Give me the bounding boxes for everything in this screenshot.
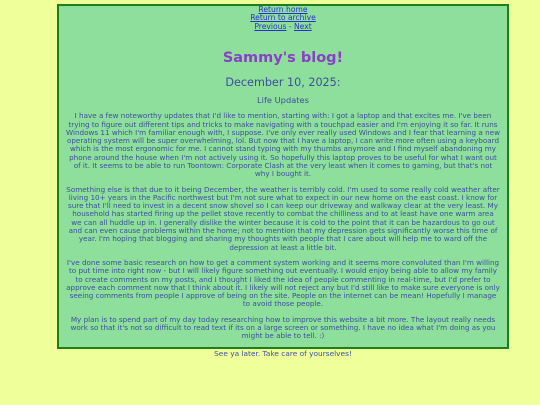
return-home-link[interactable]: Return home (258, 5, 308, 14)
return-archive-link[interactable]: Return to archive (250, 13, 316, 23)
nav-separator: - (286, 21, 294, 31)
next-link[interactable]: Next (293, 21, 312, 31)
post-paragraph: Something else is that due to it being December, the weather is terribly cold. I'm used to some really cold weather after living 10+ years in the Pacific northwest but I'm not sure what to expect in our new home on the east coast. I know for sure that I'll need to invest in a decent snow shovel so I can keep our driveway and walkway clear at the very least. My household has started firing up the pellet stove recently to combat the chilliness and to at least have one warm area we can all huddle up in. I generally dislike the winter because it is cold to the point that it can be hazardous to go out and can even cause problems within the home; not to mention that my depression gets significantly worse this time of year. I'm hoping that blogging and sharing my thoughts with people that I care about will help me to ward off the depression at least a little bit. (66, 184, 500, 252)
nav-links (66, 6, 500, 31)
signoff: See ya later. Take care of yourselves! (214, 348, 352, 358)
post-paragraph: My plan is to spend part of my day today researching how to improve this website a bit more. The layout really needs work so that it's not so difficult to read text if its on a large screen or something. I have no idea what I'm doing as you might be able to tell. :) (70, 314, 496, 341)
post-paragraph: I have a few noteworthy updates that I'd like to mention, starting with: I got a laptop and that excites me. I've been trying to figure out different tips and tricks to make navigating with a touchpad easier and I'm enjoying it so far. It runs Windows 11 which I'm familiar enough with, I suppose. I've only ever really used Windows and I fear that learning a new operating system will be super overwhelming, lol. But now that I have a laptop, I can write more often using a keyboard which is the most ergonomic for me. I cannot stand typing with my thumbs anymore and I find myself abandoning my phone around the house when I'm not actively using it. So hopefully this laptop proves to be useful for what I want out of it. It seems to be able to run Toontown: Corporate Clash at the very least when it comes to gaming, but that's not why I bought it. (66, 111, 500, 179)
blog-panel (57, 4, 509, 358)
post-paragraph: I've done some basic research on how to get a comment system working and it seems more convoluted than I'm willing to put time into right now - but I will likely figure something out eventually. I would enjoy being able to allow my family to create comments on my posts, and I thought I liked the idea of people commenting in real-time, but I'd prefer to approve each comment now that I think about it. I likely will not reject any but I'd still like to make sure everyone is only seeing comments from people I approve of being on the site. People on the internet can be mean! Hopefully I manage to avoid those people. (66, 257, 500, 309)
blog-title: Sammy's blog! (222, 50, 344, 67)
post-title: Life Updates (257, 95, 309, 106)
previous-link[interactable]: Previous (254, 21, 287, 31)
post-body (66, 112, 500, 340)
post-date: December 10, 2025: (225, 76, 341, 90)
